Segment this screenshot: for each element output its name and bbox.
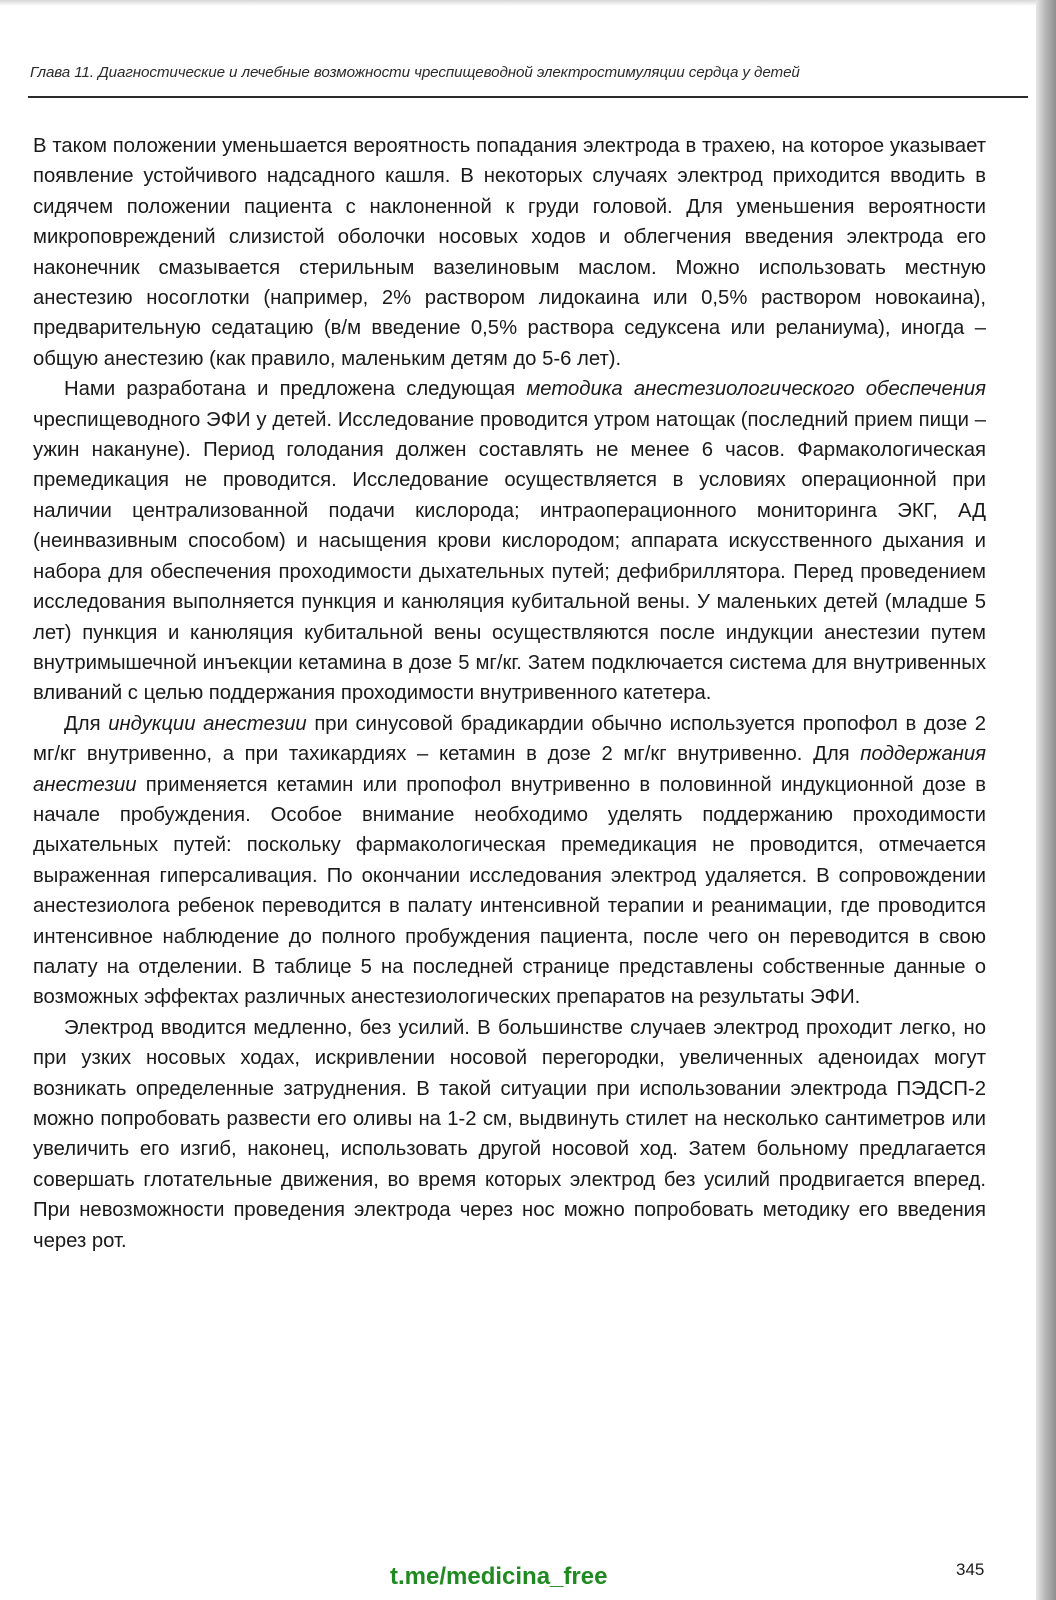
paragraph-4 <box>33 1013 986 1256</box>
watermark-link: t.me/medicina_free <box>390 1563 608 1590</box>
paragraph-3-text-a: Для <box>64 712 109 735</box>
paragraph-4-text: Электрод вводится медленно, без усилий. В большинстве случаев электрод проходит легко, но при узких носовых ходах, искривлении носовой перегородки, увеличенных аденоидах могут возникать определенные затруднения. В такой ситуации при использовании электрода ПЭДСП-2 можно попробовать развести его оливы на 1-2 см, выдвинуть стилет на несколько сантиметров или увеличить его изгиб, наконец, использовать другой носовой ход. Затем больному предлагается совершать глотательные движения, во время которых электрод без усилий продвигается вперед. При невозможности проведения электрода через нос можно попробовать методику его введения через рот. <box>33 1016 986 1252</box>
page-top-shadow <box>0 0 1056 6</box>
paragraph-2-emphasis: методика анестезиологического обеспечения <box>526 378 986 401</box>
paragraph-2-text-b: чреспищеводного ЭФИ у детей. Исследование проводится утром натощак (последний прием пищи – ужин накануне). Период голодания должен составлять не менее 6 часов. Фармакологическая премедикация не проводится. Исследование осуществляется в условиях операционной при наличии централизованной подачи кислорода; интраоперационного мониторинга ЭКГ, АД (неинвазивным способом) и насыщения крови кислородом; аппарата искусственного дыхания и набора для обеспечения проходимости дыхательных путей; дефибриллятора. Перед проведением исследования выполняется пункция и канюляция кубитальной вены. У маленьких детей (младше 5 лет) пункция и канюляция кубитальной вены осуществляются после индукции анестезии путем внутримышечной инъекции кетамина в дозе 5 мг/кг. Затем подключается система для внутривенных вливаний с целью поддержания проходимости внутривенного катетера. <box>33 408 986 705</box>
page-number: 345 <box>956 1560 985 1579</box>
paragraph-3-emphasis-1: индукции анестезии <box>108 712 307 735</box>
paragraph-3-text-c: применяется кетамин или пропофол внутривенно в половинной индукционной дозе в начале пробуждения. Особое внимание необходимо уделять поддержанию проходимости дыхательных путей: поскольку фармакологическая премедикация не проводится, отмечается выраженная гиперсаливация. По окончании исследования электрод удаляется. В сопровождении анестезиолога ребенок переводится в палату интенсивной терапии и реанимации, где проводится интенсивное наблюдение до полного пробуждения пациента, после чего он переводится в свою палату на отделении. В таблице 5 на последней странице представлены собственные данные о возможных эффектах различных анестезиологических препаратов на результаты ЭФИ. <box>33 773 986 1009</box>
page-edge-shadow <box>1036 0 1056 1600</box>
paragraph-1 <box>33 131 986 374</box>
paragraph-2 <box>33 374 986 708</box>
running-head: Глава 11. Диагностические и лечебные возможности чреспищеводной электростимуляции сердца у детей <box>30 64 800 81</box>
paragraph-3 <box>33 709 986 1013</box>
body-text <box>33 131 986 1256</box>
paragraph-1-text: В таком положении уменьшается вероятность попадания электрода в трахею, на которое указывает появление устойчивого надсадного кашля. В некоторых случаях электрод приходится вводить в сидячем положении пациента с наклоненной к груди головой. Для уменьшения вероятности микроповреждений слизистой оболочки носовых ходов и облегчения введения электрода его наконечник смазывается стерильным вазелиновым маслом. Можно использовать местную анестезию носоглотки (например, 2% раствором лидокаина или 0,5% раствором новокаина), предварительную седатацию (в/м введение 0,5% раствора седуксена или реланиума), иногда – общую анестезию (как правило, маленьким детям до 5-6 лет). <box>33 135 986 370</box>
paragraph-2-text-a: Нами разработана и предложена следующая <box>64 378 527 401</box>
paragraph-3-emphasis-2: поддержания анестезии <box>33 743 986 796</box>
paragraph-3-text-b: при синусовой брадикардии обычно используется пропофол в дозе 2 мг/кг внутривенно, а при тахикардиях – кетамин в дозе 2 мг/кг внутривенно. Для <box>33 712 987 766</box>
header-rule <box>28 96 1028 98</box>
